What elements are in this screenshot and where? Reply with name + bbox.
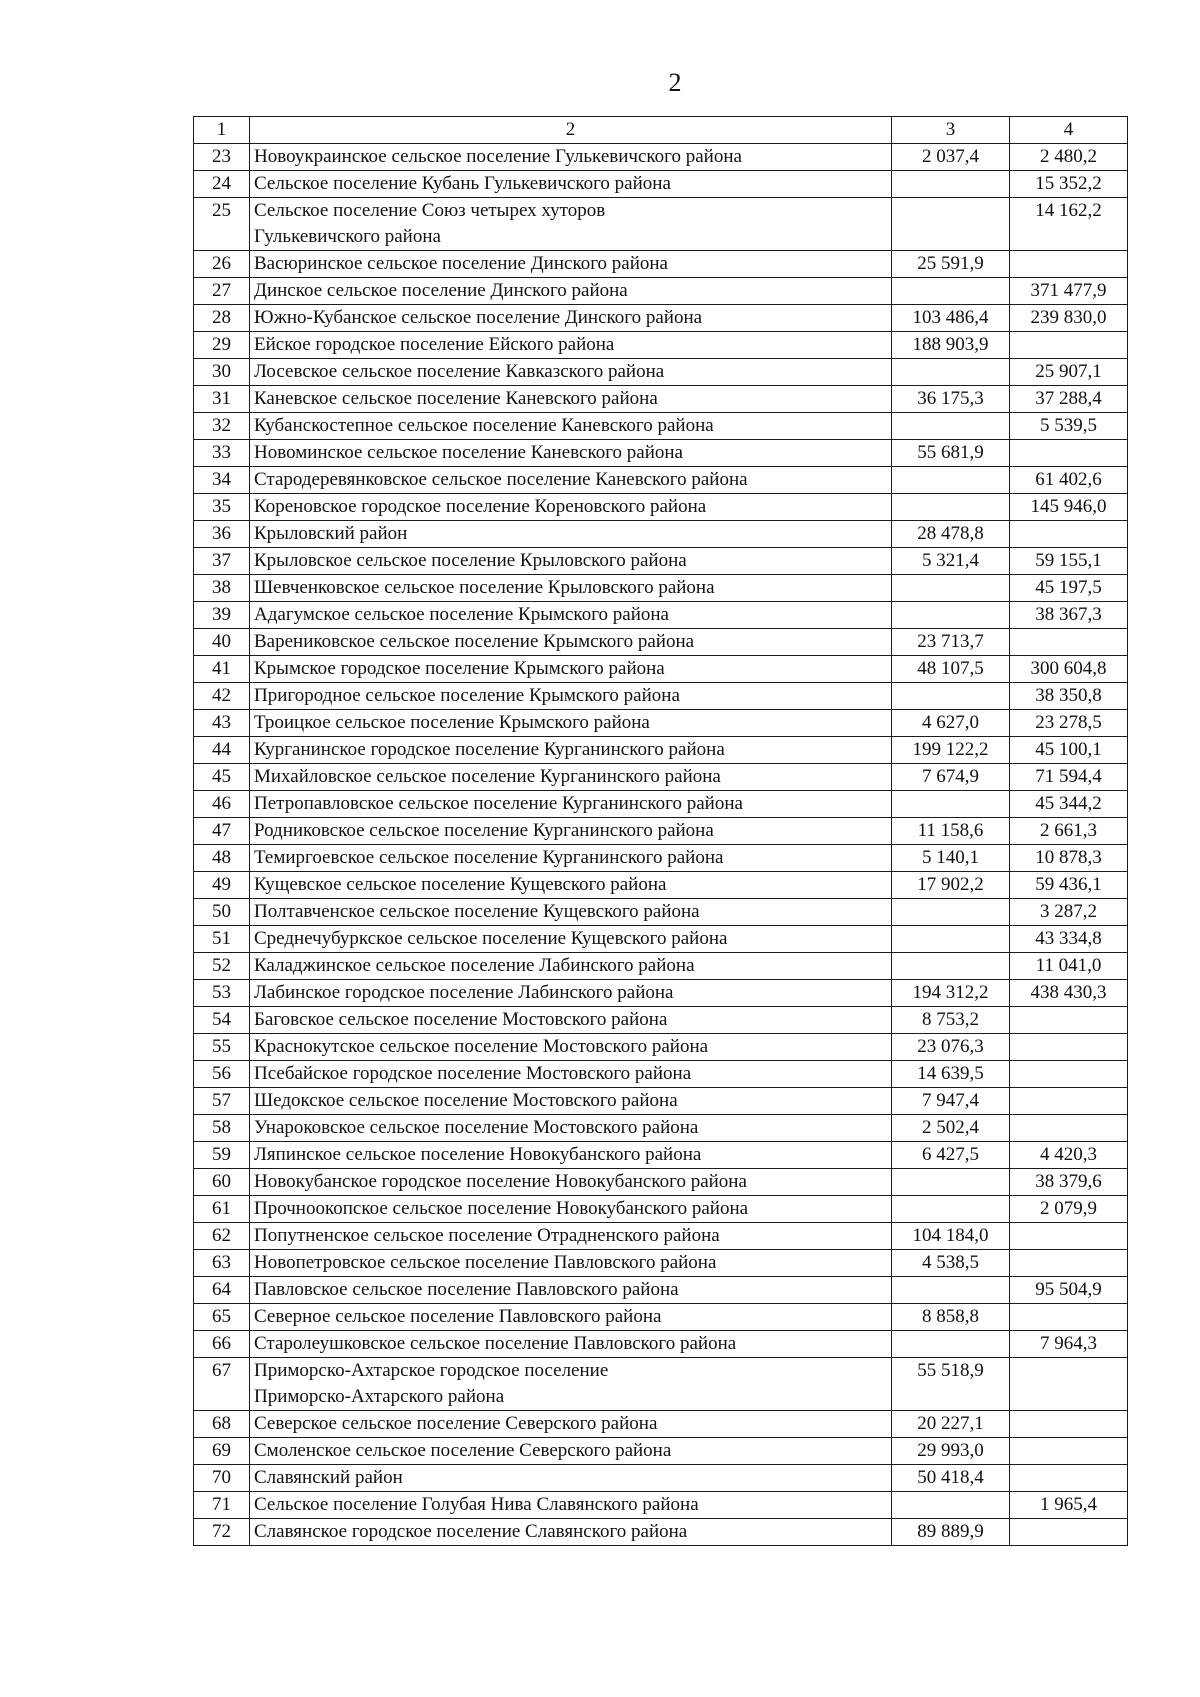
column-3-value-cell: 17 902,2	[892, 872, 1010, 899]
column-3-value-cell: 5 321,4	[892, 548, 1010, 575]
settlement-name-cell: Южно-Кубанское сельское поселение Динского района	[250, 305, 892, 332]
column-4-value-cell	[1010, 1007, 1128, 1034]
settlement-name-cell: Крыловский район	[250, 521, 892, 548]
settlement-name-cell: Старолеушковское сельское поселение Павловского района	[250, 1331, 892, 1358]
settlement-name-cell: Северское сельское поселение Северского района	[250, 1411, 892, 1438]
row-number-cell: 48	[194, 845, 250, 872]
row-number-cell: 46	[194, 791, 250, 818]
column-4-value-cell: 45 344,2	[1010, 791, 1128, 818]
column-3-value-cell	[892, 413, 1010, 440]
table-row	[194, 1438, 1128, 1465]
column-3-value-cell	[892, 602, 1010, 629]
column-4-value-cell: 145 946,0	[1010, 494, 1128, 521]
settlement-name-cell: Кубанскостепное сельское поселение Каневского района	[250, 413, 892, 440]
table-row	[194, 1411, 1128, 1438]
table-row	[194, 683, 1128, 710]
column-3-value-cell: 8 858,8	[892, 1304, 1010, 1331]
column-4-value-cell	[1010, 1519, 1128, 1546]
column-4-value-cell: 23 278,5	[1010, 710, 1128, 737]
row-number-cell: 71	[194, 1492, 250, 1519]
settlement-name-cell: Приморско-Ахтарское городское поселение Приморско-Ахтарского района	[250, 1358, 892, 1411]
row-number-cell: 27	[194, 278, 250, 305]
column-4-value-cell: 43 334,8	[1010, 926, 1128, 953]
column-4-value-cell	[1010, 1411, 1128, 1438]
row-number-cell: 72	[194, 1519, 250, 1546]
row-number-cell: 30	[194, 359, 250, 386]
settlement-name-cell: Славянское городское поселение Славянского района	[250, 1519, 892, 1546]
column-4-value-cell: 371 477,9	[1010, 278, 1128, 305]
table-row	[194, 332, 1128, 359]
column-3-value-cell	[892, 791, 1010, 818]
column-4-value-cell: 1 965,4	[1010, 1492, 1128, 1519]
settlement-name-cell: Курганинское городское поселение Курганинского района	[250, 737, 892, 764]
column-4-value-cell	[1010, 332, 1128, 359]
column-3-value-cell: 14 639,5	[892, 1061, 1010, 1088]
settlement-name-cell: Троицкое сельское поселение Крымского района	[250, 710, 892, 737]
column-4-value-cell: 2 661,3	[1010, 818, 1128, 845]
column-4-value-cell: 4 420,3	[1010, 1142, 1128, 1169]
column-4-value-cell: 300 604,8	[1010, 656, 1128, 683]
column-4-value-cell: 10 878,3	[1010, 845, 1128, 872]
settlement-name-cell: Васюринское сельское поселение Динского района	[250, 251, 892, 278]
column-3-value-cell	[892, 1196, 1010, 1223]
column-3-value-cell: 20 227,1	[892, 1411, 1010, 1438]
table-row	[194, 386, 1128, 413]
row-number-cell: 67	[194, 1358, 250, 1411]
column-4-value-cell: 59 436,1	[1010, 872, 1128, 899]
settlement-name-cell: Новопетровское сельское поселение Павловского района	[250, 1250, 892, 1277]
column-4-value-cell	[1010, 1304, 1128, 1331]
column-4-value-cell	[1010, 251, 1128, 278]
settlement-name-cell: Адагумское сельское поселение Крымского района	[250, 602, 892, 629]
row-number-cell: 35	[194, 494, 250, 521]
column-3-value-cell: 23 713,7	[892, 629, 1010, 656]
column-4-value-cell: 438 430,3	[1010, 980, 1128, 1007]
settlement-name-cell: Лосевское сельское поселение Кавказского района	[250, 359, 892, 386]
column-3-value-cell	[892, 198, 1010, 251]
row-number-cell: 54	[194, 1007, 250, 1034]
row-number-cell: 31	[194, 386, 250, 413]
table-row	[194, 1250, 1128, 1277]
table-row	[194, 764, 1128, 791]
table-row	[194, 305, 1128, 332]
column-3-value-cell: 7 947,4	[892, 1088, 1010, 1115]
row-number-cell: 39	[194, 602, 250, 629]
settlement-name-cell: Унароковское сельское поселение Мостовского района	[250, 1115, 892, 1142]
column-4-value-cell	[1010, 1223, 1128, 1250]
table-body	[194, 144, 1128, 1546]
column-3-value-cell: 188 903,9	[892, 332, 1010, 359]
column-3-value-cell: 48 107,5	[892, 656, 1010, 683]
column-4-value-cell	[1010, 1115, 1128, 1142]
settlement-name-cell: Ляпинское сельское поселение Новокубанского района	[250, 1142, 892, 1169]
column-4-value-cell: 45 197,5	[1010, 575, 1128, 602]
row-number-cell: 58	[194, 1115, 250, 1142]
column-3-value-cell	[892, 1169, 1010, 1196]
table-row	[194, 629, 1128, 656]
table-row	[194, 1223, 1128, 1250]
row-number-cell: 50	[194, 899, 250, 926]
column-3-value-cell: 55 518,9	[892, 1358, 1010, 1411]
column-3-value-cell: 104 184,0	[892, 1223, 1010, 1250]
settlement-name-cell: Новокубанское городское поселение Новокубанского района	[250, 1169, 892, 1196]
row-number-cell: 69	[194, 1438, 250, 1465]
table-row	[194, 144, 1128, 171]
settlement-name-cell: Псебайское городское поселение Мостовского района	[250, 1061, 892, 1088]
table-row	[194, 980, 1128, 1007]
row-number-cell: 34	[194, 467, 250, 494]
column-4-value-cell: 11 041,0	[1010, 953, 1128, 980]
row-number-cell: 59	[194, 1142, 250, 1169]
settlement-name-cell: Попутненское сельское поселение Отрадненского района	[250, 1223, 892, 1250]
row-number-cell: 51	[194, 926, 250, 953]
column-4-value-cell: 5 539,5	[1010, 413, 1128, 440]
column-4-value-cell	[1010, 629, 1128, 656]
column-3-value-cell: 28 478,8	[892, 521, 1010, 548]
settlement-name-cell: Каневское сельское поселение Каневского района	[250, 386, 892, 413]
table-row	[194, 198, 1128, 251]
column-4-value-cell	[1010, 1061, 1128, 1088]
row-number-cell: 55	[194, 1034, 250, 1061]
column-4-value-cell	[1010, 1465, 1128, 1492]
settlement-name-cell: Ейское городское поселение Ейского района	[250, 332, 892, 359]
table-row	[194, 1304, 1128, 1331]
table-row	[194, 791, 1128, 818]
data-table	[193, 116, 1128, 1546]
settlement-name-cell: Каладжинское сельское поселение Лабинского района	[250, 953, 892, 980]
column-3-value-cell	[892, 1492, 1010, 1519]
column-4-value-cell: 59 155,1	[1010, 548, 1128, 575]
row-number-cell: 47	[194, 818, 250, 845]
column-4-value-cell	[1010, 1034, 1128, 1061]
column-4-value-cell	[1010, 521, 1128, 548]
column-3-value-cell: 7 674,9	[892, 764, 1010, 791]
table-row	[194, 926, 1128, 953]
table-row	[194, 171, 1128, 198]
column-3-value-cell	[892, 953, 1010, 980]
row-number-cell: 40	[194, 629, 250, 656]
row-number-cell: 70	[194, 1465, 250, 1492]
column-3-value-cell: 11 158,6	[892, 818, 1010, 845]
column-header: 2	[250, 117, 892, 144]
row-number-cell: 65	[194, 1304, 250, 1331]
row-number-cell: 57	[194, 1088, 250, 1115]
row-number-cell: 60	[194, 1169, 250, 1196]
column-3-value-cell: 2 502,4	[892, 1115, 1010, 1142]
row-number-cell: 36	[194, 521, 250, 548]
row-number-cell: 56	[194, 1061, 250, 1088]
row-number-cell: 62	[194, 1223, 250, 1250]
settlement-name-cell: Кореновское городское поселение Кореновского района	[250, 494, 892, 521]
table-row	[194, 1115, 1128, 1142]
column-4-value-cell: 45 100,1	[1010, 737, 1128, 764]
table-row	[194, 1007, 1128, 1034]
row-number-cell: 37	[194, 548, 250, 575]
table-row	[194, 1519, 1128, 1546]
table-row	[194, 359, 1128, 386]
table-row	[194, 1196, 1128, 1223]
settlement-name-cell: Крымское городское поселение Крымского района	[250, 656, 892, 683]
column-3-value-cell: 199 122,2	[892, 737, 1010, 764]
settlement-name-cell: Динское сельское поселение Динского района	[250, 278, 892, 305]
settlement-name-cell: Варениковское сельское поселение Крымского района	[250, 629, 892, 656]
column-3-value-cell: 4 538,5	[892, 1250, 1010, 1277]
settlement-name-cell: Пригородное сельское поселение Крымского района	[250, 683, 892, 710]
column-3-value-cell	[892, 359, 1010, 386]
table-row	[194, 602, 1128, 629]
column-header: 4	[1010, 117, 1128, 144]
column-3-value-cell	[892, 1277, 1010, 1304]
table-row	[194, 1331, 1128, 1358]
row-number-cell: 61	[194, 1196, 250, 1223]
table-row	[194, 818, 1128, 845]
table-row	[194, 1034, 1128, 1061]
column-4-value-cell	[1010, 440, 1128, 467]
settlement-name-cell: Лабинское городское поселение Лабинского района	[250, 980, 892, 1007]
column-4-value-cell: 61 402,6	[1010, 467, 1128, 494]
column-4-value-cell: 2 079,9	[1010, 1196, 1128, 1223]
settlement-name-cell: Темиргоевское сельское поселение Курганинского района	[250, 845, 892, 872]
row-number-cell: 45	[194, 764, 250, 791]
table-row	[194, 521, 1128, 548]
column-4-value-cell	[1010, 1438, 1128, 1465]
column-4-value-cell: 38 367,3	[1010, 602, 1128, 629]
row-number-cell: 66	[194, 1331, 250, 1358]
row-number-cell: 38	[194, 575, 250, 602]
column-3-value-cell: 36 175,3	[892, 386, 1010, 413]
column-3-value-cell: 55 681,9	[892, 440, 1010, 467]
table-row	[194, 1142, 1128, 1169]
column-3-value-cell: 6 427,5	[892, 1142, 1010, 1169]
column-3-value-cell	[892, 683, 1010, 710]
row-number-cell: 29	[194, 332, 250, 359]
row-number-cell: 23	[194, 144, 250, 171]
column-4-value-cell	[1010, 1358, 1128, 1411]
settlement-name-cell: Среднечубуркское сельское поселение Кущевского района	[250, 926, 892, 953]
table-row	[194, 413, 1128, 440]
settlement-name-cell: Шевченковское сельское поселение Крыловского района	[250, 575, 892, 602]
row-number-cell: 63	[194, 1250, 250, 1277]
column-3-value-cell: 29 993,0	[892, 1438, 1010, 1465]
settlement-name-cell: Стародеревянковское сельское поселение Каневского района	[250, 467, 892, 494]
table-row	[194, 845, 1128, 872]
table-row	[194, 575, 1128, 602]
row-number-cell: 25	[194, 198, 250, 251]
column-3-value-cell	[892, 494, 1010, 521]
column-4-value-cell: 25 907,1	[1010, 359, 1128, 386]
column-3-value-cell: 25 591,9	[892, 251, 1010, 278]
settlement-name-cell: Михайловское сельское поселение Курганинского района	[250, 764, 892, 791]
column-4-value-cell: 239 830,0	[1010, 305, 1128, 332]
table-row	[194, 899, 1128, 926]
row-number-cell: 43	[194, 710, 250, 737]
column-3-value-cell: 103 486,4	[892, 305, 1010, 332]
column-4-value-cell: 38 379,6	[1010, 1169, 1128, 1196]
column-3-value-cell	[892, 1331, 1010, 1358]
table-row	[194, 1358, 1128, 1411]
settlement-name-cell: Краснокутское сельское поселение Мостовского района	[250, 1034, 892, 1061]
table-row	[194, 1061, 1128, 1088]
column-4-value-cell: 37 288,4	[1010, 386, 1128, 413]
table-row	[194, 710, 1128, 737]
column-header: 3	[892, 117, 1010, 144]
settlement-name-cell: Баговское сельское поселение Мостовского района	[250, 1007, 892, 1034]
table-row	[194, 953, 1128, 980]
column-4-value-cell: 38 350,8	[1010, 683, 1128, 710]
column-4-value-cell: 3 287,2	[1010, 899, 1128, 926]
settlement-name-cell: Смоленское сельское поселение Северского района	[250, 1438, 892, 1465]
table-row	[194, 1492, 1128, 1519]
row-number-cell: 42	[194, 683, 250, 710]
column-3-value-cell: 194 312,2	[892, 980, 1010, 1007]
row-number-cell: 52	[194, 953, 250, 980]
table-row	[194, 1277, 1128, 1304]
column-3-value-cell: 2 037,4	[892, 144, 1010, 171]
settlement-name-cell: Петропавловское сельское поселение Курганинского района	[250, 791, 892, 818]
settlement-name-cell: Родниковское сельское поселение Курганинского района	[250, 818, 892, 845]
column-3-value-cell: 5 140,1	[892, 845, 1010, 872]
column-4-value-cell	[1010, 1088, 1128, 1115]
row-number-cell: 68	[194, 1411, 250, 1438]
page-number: 2	[668, 68, 682, 97]
column-3-value-cell	[892, 278, 1010, 305]
column-4-value-cell: 2 480,2	[1010, 144, 1128, 171]
row-number-cell: 28	[194, 305, 250, 332]
column-4-value-cell: 7 964,3	[1010, 1331, 1128, 1358]
row-number-cell: 49	[194, 872, 250, 899]
column-4-value-cell: 15 352,2	[1010, 171, 1128, 198]
row-number-cell: 33	[194, 440, 250, 467]
column-4-value-cell: 14 162,2	[1010, 198, 1128, 251]
column-3-value-cell	[892, 575, 1010, 602]
settlement-name-cell: Новоукраинское сельское поселение Гулькевичского района	[250, 144, 892, 171]
column-3-value-cell: 50 418,4	[892, 1465, 1010, 1492]
column-3-value-cell	[892, 467, 1010, 494]
table-header-row	[194, 117, 1128, 144]
column-4-value-cell: 95 504,9	[1010, 1277, 1128, 1304]
settlement-name-cell: Сельское поселение Кубань Гулькевичского района	[250, 171, 892, 198]
row-number-cell: 41	[194, 656, 250, 683]
settlement-name-cell: Павловское сельское поселение Павловского района	[250, 1277, 892, 1304]
column-3-value-cell: 4 627,0	[892, 710, 1010, 737]
settlement-name-cell: Кущевское сельское поселение Кущевского района	[250, 872, 892, 899]
table-row	[194, 656, 1128, 683]
column-3-value-cell: 89 889,9	[892, 1519, 1010, 1546]
row-number-cell: 26	[194, 251, 250, 278]
settlement-name-cell: Крыловское сельское поселение Крыловского района	[250, 548, 892, 575]
column-3-value-cell: 8 753,2	[892, 1007, 1010, 1034]
row-number-cell: 64	[194, 1277, 250, 1304]
settlement-name-cell: Северное сельское поселение Павловского района	[250, 1304, 892, 1331]
column-4-value-cell: 71 594,4	[1010, 764, 1128, 791]
settlement-name-cell: Новоминское сельское поселение Каневского района	[250, 440, 892, 467]
table-row	[194, 494, 1128, 521]
row-number-cell: 24	[194, 171, 250, 198]
row-number-cell: 53	[194, 980, 250, 1007]
column-3-value-cell	[892, 171, 1010, 198]
table-row	[194, 737, 1128, 764]
row-number-cell: 44	[194, 737, 250, 764]
table-row	[194, 278, 1128, 305]
column-3-value-cell	[892, 926, 1010, 953]
settlement-name-cell: Шедокское сельское поселение Мостовского района	[250, 1088, 892, 1115]
settlement-name-cell: Сельское поселение Союз четырех хуторов Гулькевичского района	[250, 198, 892, 251]
column-3-value-cell	[892, 899, 1010, 926]
table-row	[194, 1088, 1128, 1115]
settlement-name-cell: Прочноокопское сельское поселение Новокубанского района	[250, 1196, 892, 1223]
table-row	[194, 1169, 1128, 1196]
table-row	[194, 467, 1128, 494]
table-row	[194, 251, 1128, 278]
settlement-name-cell: Сельское поселение Голубая Нива Славянского района	[250, 1492, 892, 1519]
table-row	[194, 1465, 1128, 1492]
settlement-name-cell: Славянский район	[250, 1465, 892, 1492]
table-row	[194, 440, 1128, 467]
column-header: 1	[194, 117, 250, 144]
table-row	[194, 548, 1128, 575]
column-3-value-cell: 23 076,3	[892, 1034, 1010, 1061]
settlement-name-cell: Полтавченское сельское поселение Кущевского района	[250, 899, 892, 926]
table-row	[194, 872, 1128, 899]
column-4-value-cell	[1010, 1250, 1128, 1277]
row-number-cell: 32	[194, 413, 250, 440]
